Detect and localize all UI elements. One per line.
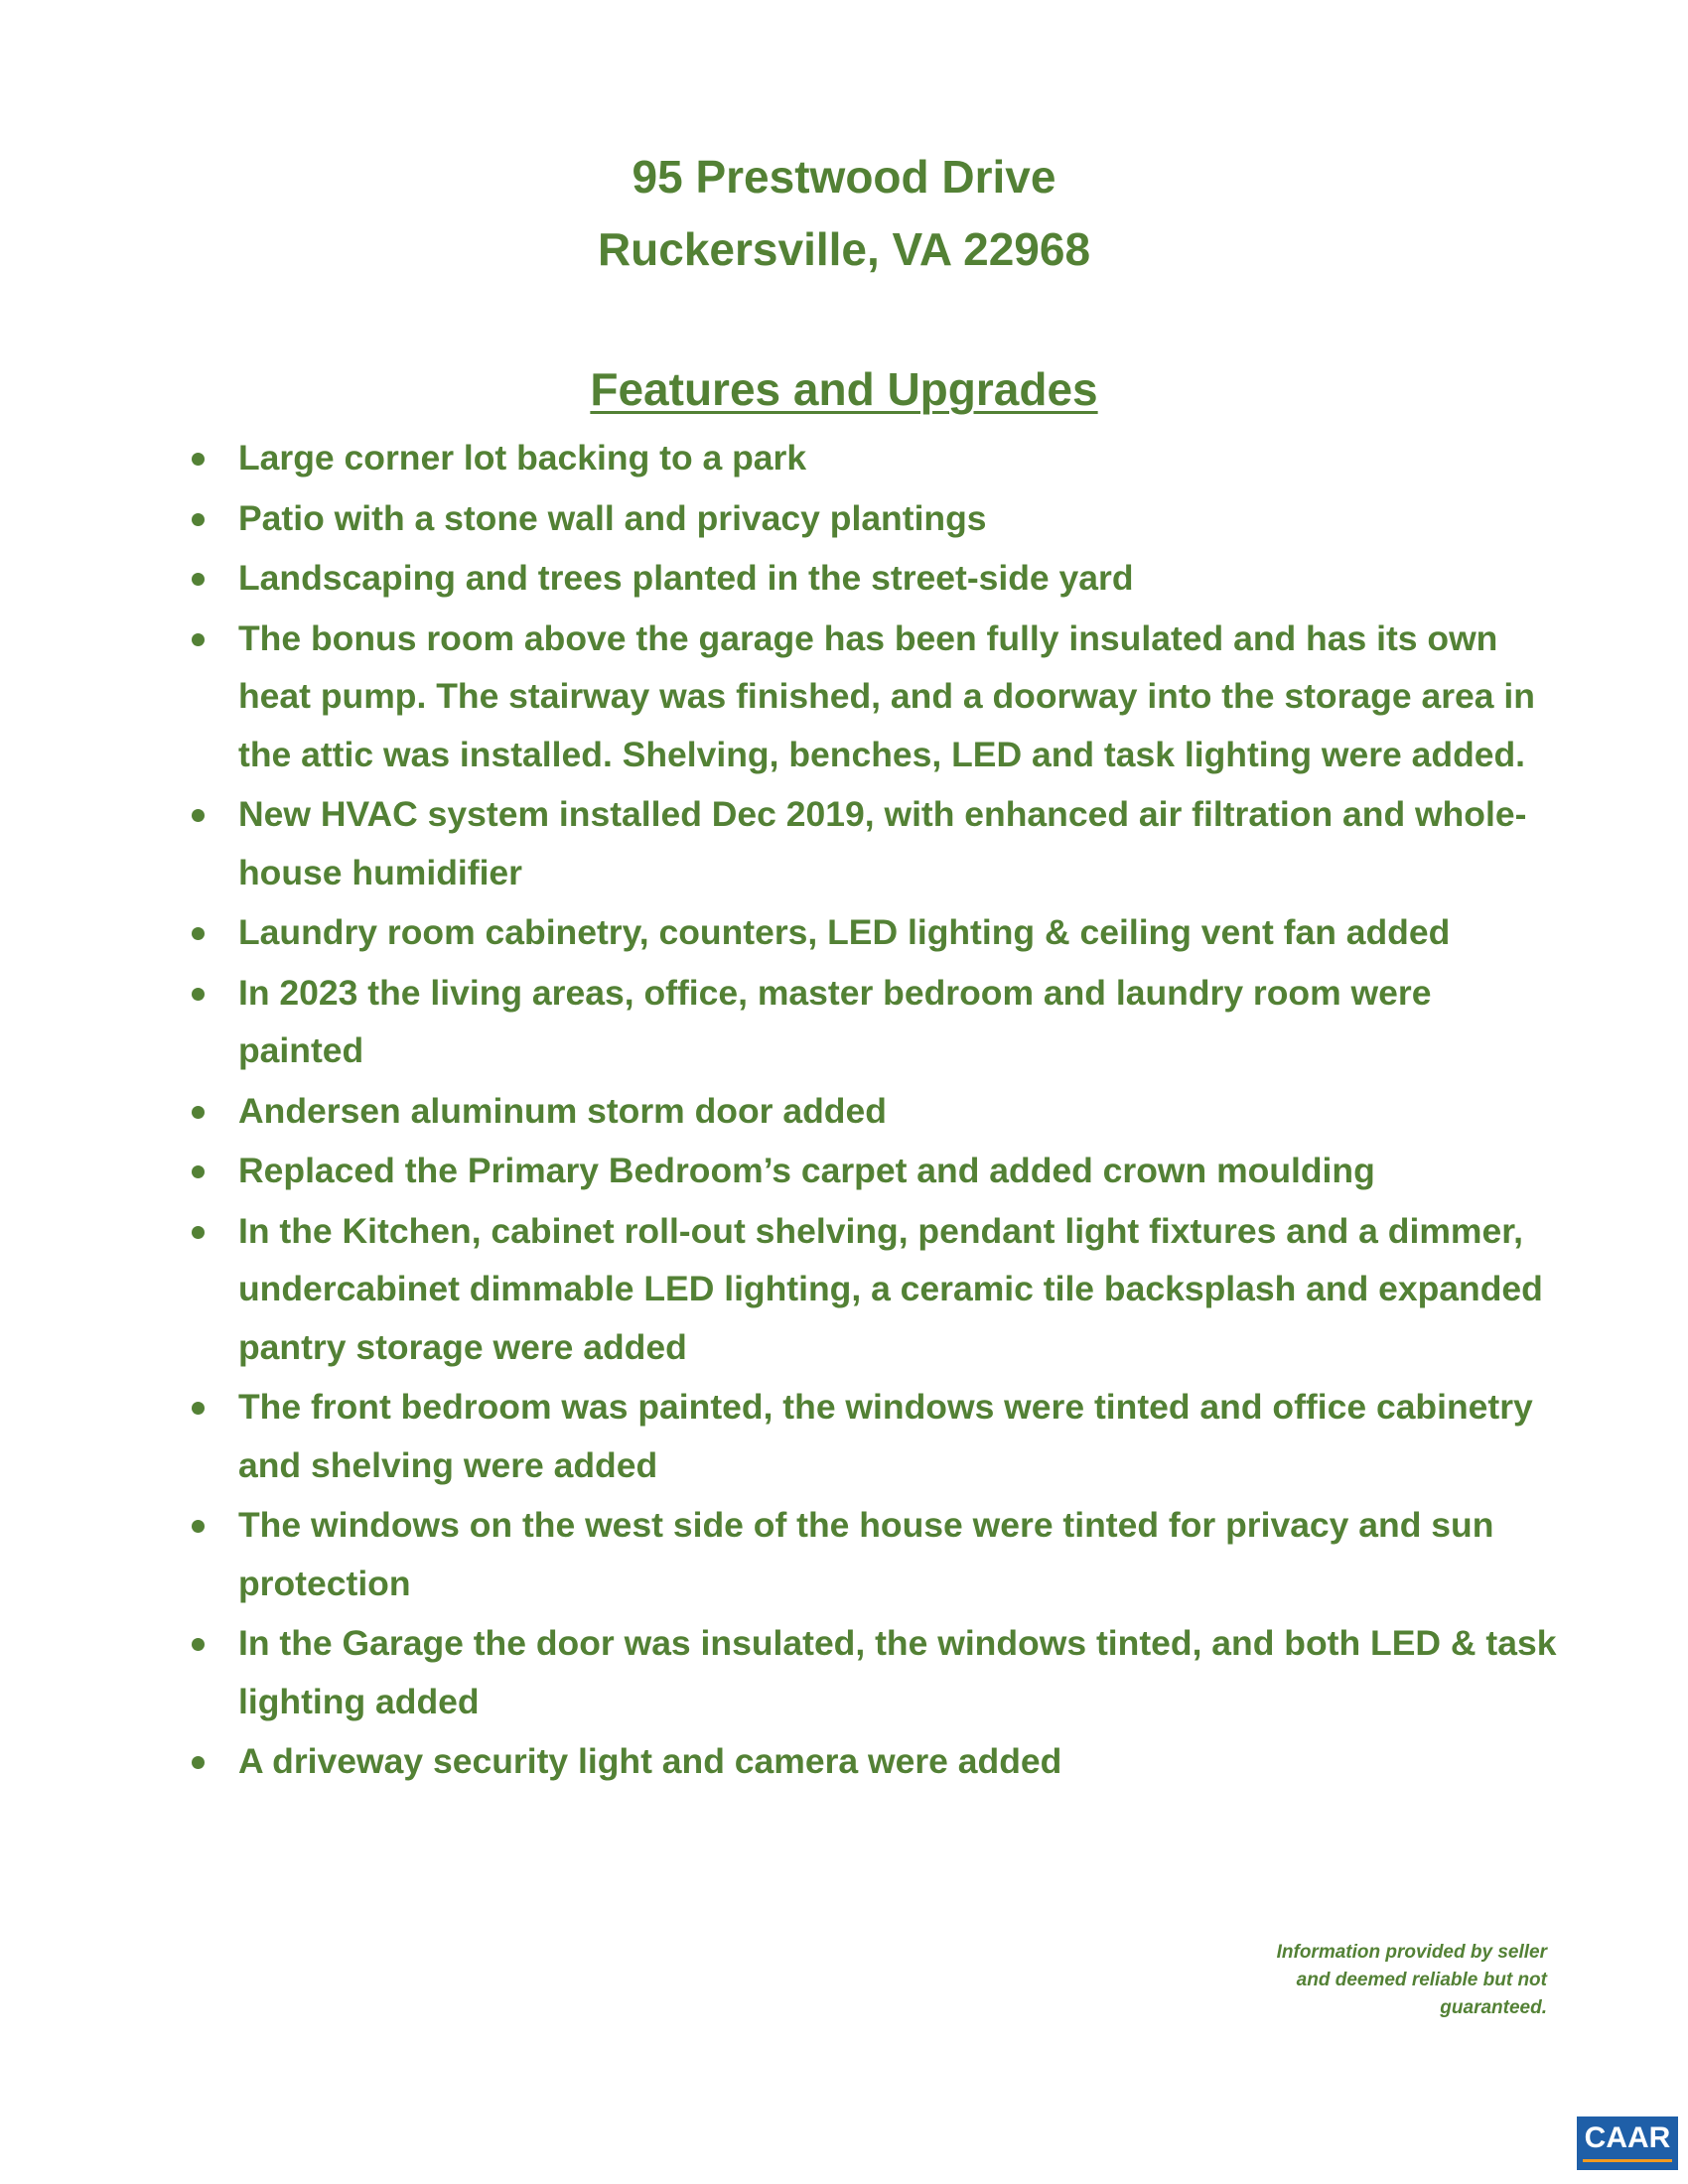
list-item bbox=[189, 610, 1559, 784]
disclaimer bbox=[1190, 1939, 1547, 2022]
bullet-icon bbox=[192, 1165, 205, 1178]
feature-text: Landscaping and trees planted in the street-side yard bbox=[238, 558, 1134, 598]
bullet-icon bbox=[192, 1106, 205, 1119]
list-item bbox=[189, 1614, 1559, 1730]
list-item bbox=[189, 1378, 1559, 1494]
disclaimer-line: guaranteed. bbox=[1440, 1997, 1547, 2018]
bullet-icon bbox=[192, 927, 205, 940]
bullet-icon bbox=[192, 513, 205, 526]
bullet-icon bbox=[192, 1756, 205, 1769]
features-list bbox=[189, 429, 1559, 1793]
list-item bbox=[189, 1202, 1559, 1377]
list-item bbox=[189, 1732, 1559, 1791]
feature-text: New HVAC system installed Dec 2019, with enhanced air filtration and whole-house humidifier bbox=[238, 794, 1527, 892]
feature-text: Large corner lot backing to a park bbox=[238, 438, 807, 478]
bullet-icon bbox=[192, 453, 205, 466]
list-item bbox=[189, 489, 1559, 548]
bullet-icon bbox=[192, 633, 205, 646]
feature-text: In the Kitchen, cabinet roll-out shelving, pendant light fixtures and a dimmer, undercabinet dimmable LED lighting, a ceramic tile backsplash and expanded pantry storage were added bbox=[238, 1210, 1543, 1367]
logo-text: CAAR bbox=[1584, 2121, 1671, 2154]
address-street: 95 Prestwood Drive bbox=[632, 151, 1056, 203]
disclaimer-line: Information provided by seller bbox=[1276, 1942, 1547, 1963]
feature-text: In the Garage the door was insulated, the windows tinted, and both LED & task lighting added bbox=[238, 1623, 1557, 1721]
list-item bbox=[189, 964, 1559, 1080]
bullet-icon bbox=[192, 573, 205, 586]
feature-text: Patio with a stone wall and privacy plantings bbox=[238, 497, 987, 538]
bullet-icon bbox=[192, 1638, 205, 1651]
bullet-icon bbox=[192, 1402, 205, 1415]
bullet-icon bbox=[192, 809, 205, 822]
bullet-icon bbox=[192, 1520, 205, 1533]
list-item bbox=[189, 903, 1559, 962]
feature-text: In 2023 the living areas, office, master bedroom and laundry room were painted bbox=[238, 972, 1432, 1070]
list-item bbox=[189, 429, 1559, 487]
logo-accent-bar bbox=[1583, 2159, 1672, 2162]
list-item bbox=[189, 1082, 1559, 1141]
list-item bbox=[189, 1142, 1559, 1200]
list-item bbox=[189, 549, 1559, 608]
bullet-icon bbox=[192, 1226, 205, 1239]
feature-text: The bonus room above the garage has been fully insulated and has its own heat pump. The stairway was finished, and a doorway into the storage area in the attic was installed. Shelving, benches, LED and task lighting were added. bbox=[238, 617, 1535, 774]
disclaimer-line: and deemed reliable but not bbox=[1296, 1970, 1547, 1990]
feature-text: Laundry room cabinetry, counters, LED lighting & ceiling vent fan added bbox=[238, 912, 1451, 952]
bullet-icon bbox=[192, 988, 205, 1001]
property-address bbox=[0, 141, 1688, 286]
list-item bbox=[189, 785, 1559, 901]
feature-text: A driveway security light and camera were added bbox=[238, 1741, 1062, 1781]
features-heading: Features and Upgrades bbox=[590, 363, 1098, 415]
address-city-state-zip: Ruckersville, VA 22968 bbox=[597, 223, 1091, 275]
caar-logo bbox=[1577, 2116, 1678, 2170]
list-item bbox=[189, 1496, 1559, 1612]
feature-text: The front bedroom was painted, the windows were tinted and office cabinetry and shelving were added bbox=[238, 1387, 1533, 1485]
feature-text: Andersen aluminum storm door added bbox=[238, 1090, 887, 1131]
feature-text: Replaced the Primary Bedroom’s carpet and added crown moulding bbox=[238, 1151, 1375, 1190]
feature-text: The windows on the west side of the house were tinted for privacy and sun protection bbox=[238, 1505, 1494, 1603]
